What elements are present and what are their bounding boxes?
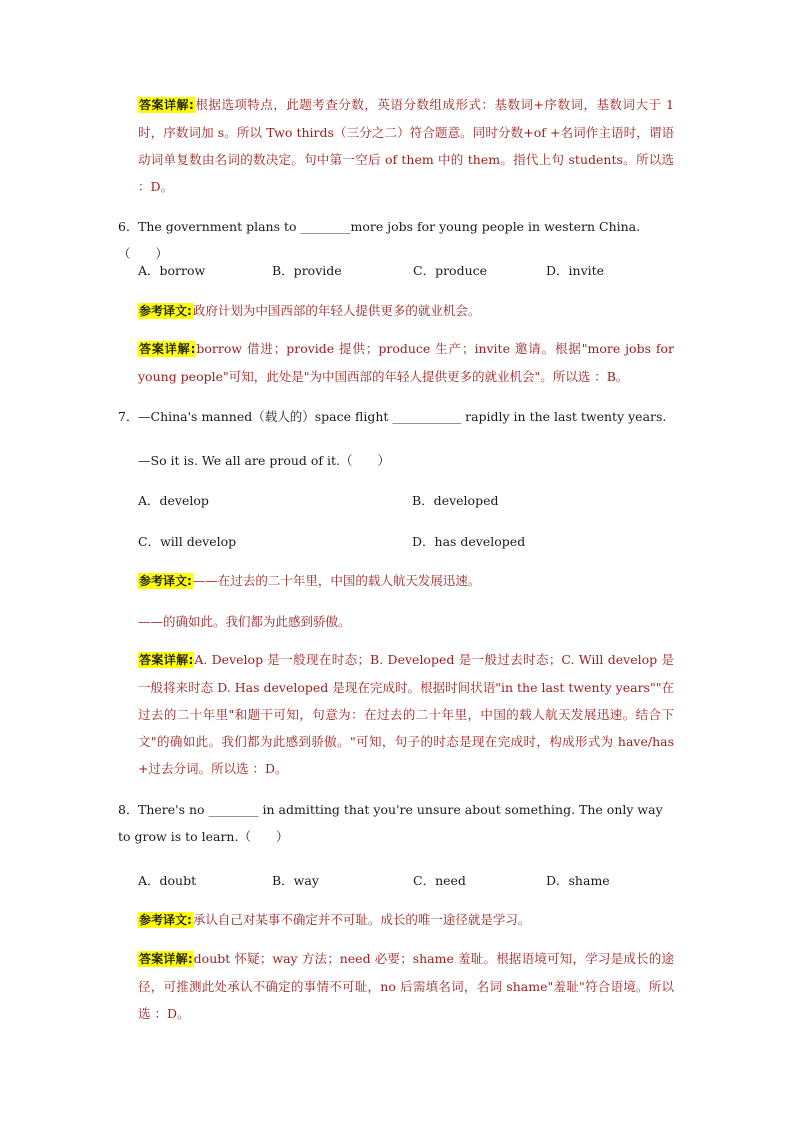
q8-explanation [138,945,674,1027]
q6-option-d: D．invite [546,263,605,278]
q8-number: 8． [118,802,139,817]
q7-option-d: D．has developed [412,534,526,549]
answer-detail-tag: 答案详解: [139,653,194,667]
q8-text: There's no ________ in admitting that you're unsure about something. The only way to grow is to learn.（ ） [118,802,663,844]
q6-text: The government plans to ________more jobs for young people in western China.（ ） [118,219,641,261]
q6-translation-text: 政府计划为中国西部的年轻人提供更多的就业机会。 [192,303,481,318]
q8-translation [138,910,530,928]
q7-translation [138,571,480,589]
translation-tag: 参考译文: [139,574,192,588]
q8-translation-text: 承认自己对某事不确定并不可耻。成长的唯一途径就是学习。 [192,912,531,927]
q6-option-b: B．provide [272,263,342,278]
q7-option-c: C．will develop [138,534,237,549]
answer-detail-tag: 答案详解: [139,342,196,356]
q6-translation [138,301,480,319]
q7-translation-text-2: ——的确如此。我们都为此感到骄傲。 [138,614,351,629]
q6-explanation [138,335,674,390]
q7-translation-text-1: ——在过去的二十年里，中国的载人航天发展迅速。 [192,573,481,588]
q6-option-a: A．borrow [138,263,206,278]
q6-explanation-text: borrow 借进；provide 提供；produce 生产；invite 邀请。根据"more jobs for young people"可知，此处是"为中国西部的年轻人提供更多的就业机会"。所以选 ：B。 [138,341,674,384]
q7-explanation [138,646,674,782]
q8-option-a: A．doubt [138,873,197,888]
answer-detail-tag: 答案详解: [139,98,194,112]
q6-number: 6． [118,219,139,234]
q5-explanation [138,91,674,200]
q8-option-b: B．way [272,873,319,888]
q7-option-a: A．develop [138,493,209,508]
q8-option-d: D．shame [546,873,610,888]
translation-tag: 参考译文: [139,913,192,927]
q7-number: 7． [118,409,139,424]
q7-explanation-text: A. Develop 是一般现在时态；B. Developed 是一般过去时态；C. Will develop 是一般将来时态 D. Has developed 是现在完成时。根据时间状语"in the last twenty years""在过去的二十年里"和题干可知，句意为：在过去的二十年里，中国的载人航天发展迅速。结合下文"的确如此。我们都为此感到骄傲。"可知，句子的时态是现在完成时，构成形式为 have/has +过去分词。所以选 ：D。 [138,652,674,776]
translation-tag: 参考译文: [139,304,192,318]
question-6 [118,213,678,267]
answer-detail-tag: 答案详解: [139,952,193,966]
q8-option-c: C．need [413,873,466,888]
q5-explanation-text: 根据选项特点，此题考查分数，英语分数组成形式：基数词+序数词，基数词大于 1时，序数词加 s。所以 Two thirds（三分之二）符合题意。同时分数+of +名词作主语时，谓语动词单复数由名词的数决定。句中第一空后 of them 中的 them。指代上句 students。所以选 ：D。 [138,97,674,194]
q7-option-b: B．developed [412,493,499,508]
question-7 [118,403,678,430]
q7-text: —China's manned（载人的）space flight ___________ rapidly in the last twenty years. [138,409,667,424]
question-8 [118,796,674,850]
q7-reply: —So it is. We all are proud of it.（ ） [138,453,390,468]
q8-explanation-text: doubt 怀疑；way 方法；need 必要；shame 羞耻。根据语境可知，学习是成长的途径，可推测此处承认不确定的事情不可耻，no 后需填名词，名词 shame"羞耻"符合语境。所以选 ：D。 [138,951,674,1021]
q6-option-c: C．produce [413,263,488,278]
